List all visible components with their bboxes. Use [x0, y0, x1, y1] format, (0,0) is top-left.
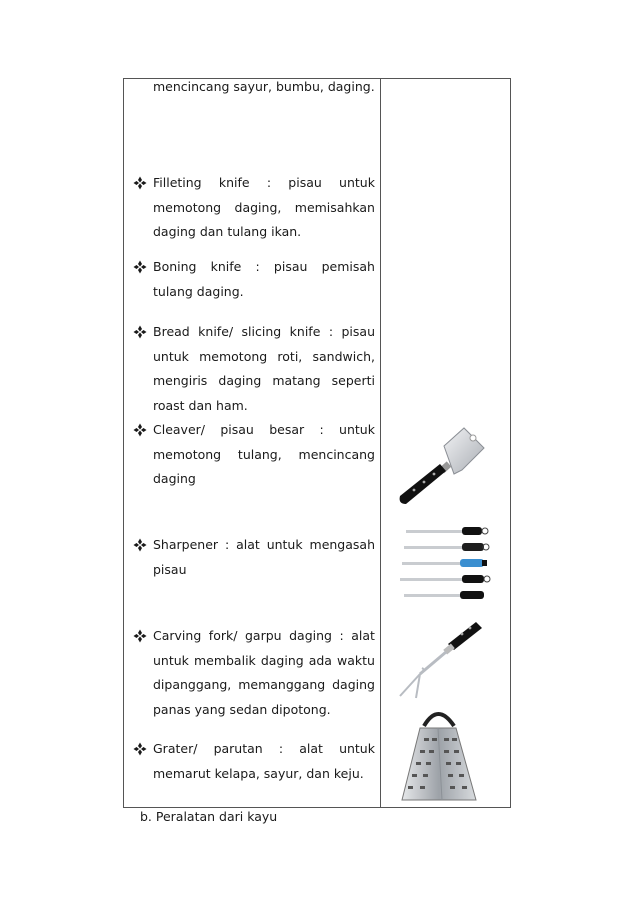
list-item-cleaver-line: daging: [153, 471, 196, 486]
table-column-divider: [380, 78, 381, 808]
list-item-carving-fork-line: untuk membalik daging ada waktu: [153, 652, 375, 668]
sharpener-image: [396, 524, 492, 608]
bullet-diamond-icon: [133, 324, 147, 340]
list-item-cleaver-line: memotong tulang, mencincang: [153, 446, 375, 462]
list-item-sharpener-line: pisau: [153, 561, 187, 577]
list-item-carving-fork-line: panas yang sedan dipotong.: [153, 701, 331, 717]
list-item-carving-fork-line: Carving fork/ garpu daging : alat: [153, 628, 375, 643]
carving-fork-image: [396, 618, 488, 700]
list-item-grater-line: memarut kelapa, sayur, dan keju.: [153, 765, 364, 781]
bullet-diamond-icon: [133, 259, 147, 275]
list-item-filleting-knife-line: Filleting knife : pisau untuk: [153, 175, 375, 190]
cleaver-image: [396, 426, 488, 506]
list-item-grater-line: Grater/ parutan : alat untuk: [153, 741, 375, 756]
list-item-carving-fork-line: dipanggang, memanggang daging: [153, 677, 375, 692]
list-item-bread-knife-line: mengiris daging matang seperti: [153, 373, 375, 388]
list-item-boning-knife-line: Boning knife : pisau pemisah: [153, 259, 375, 274]
list-item-boning-knife-line: tulang daging.: [153, 283, 244, 299]
bullet-diamond-icon: [133, 628, 147, 644]
list-item-bread-knife-line: roast dan ham.: [153, 397, 248, 413]
bullet-diamond-icon: [133, 537, 147, 553]
list-item-filleting-knife-line: daging dan tulang ikan.: [153, 224, 302, 239]
list-item-filleting-knife-line: memotong daging, memisahkan: [153, 199, 375, 215]
grater-image: [398, 704, 480, 804]
bullet-diamond-icon: [133, 175, 147, 191]
list-item-continuation: mencincang sayur, bumbu, daging.: [153, 79, 375, 94]
bullet-diamond-icon: [133, 422, 147, 438]
list-item-sharpener-line: Sharpener : alat untuk mengasah: [153, 537, 375, 552]
list-item-cleaver-line: Cleaver/ pisau besar : untuk: [153, 422, 375, 437]
section-heading-wood-tools: b. Peralatan dari kayu: [140, 809, 278, 824]
list-item-bread-knife-line: untuk memotong roti, sandwich,: [153, 348, 375, 364]
list-item-bread-knife-line: Bread knife/ slicing knife : pisau: [153, 324, 375, 339]
bullet-diamond-icon: [133, 741, 147, 757]
